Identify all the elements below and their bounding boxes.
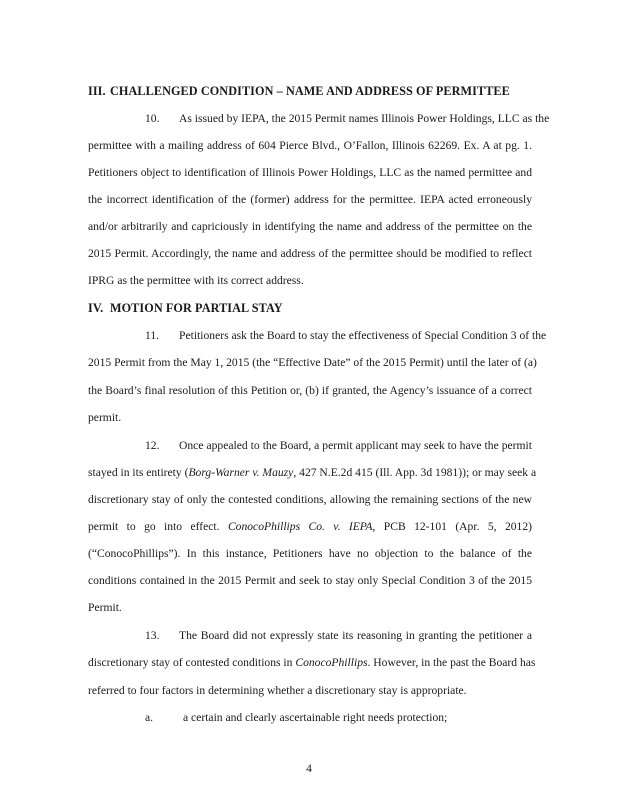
paragraph-number: 11. bbox=[145, 329, 160, 342]
paragraph-number: 10. bbox=[145, 112, 160, 125]
paragraph-number: 12. bbox=[145, 439, 160, 452]
paragraph-10-line-7: IPRG as the permittee with its correct address. bbox=[88, 274, 304, 287]
paragraph-11-line-4: permit. bbox=[88, 411, 122, 424]
paragraph-12-line-6: conditions contained in the 2015 Permit and seek to stay only Special Condition 3 of the 2015 bbox=[88, 574, 532, 587]
case-citation: ConocoPhillips Co. v. IEPA bbox=[227, 520, 373, 533]
section-title: MOTION FOR PARTIAL STAY bbox=[110, 301, 283, 315]
paragraph-10-line-5: and/or arbitrarily and capriciously in identifying the name and address of the permittee on the bbox=[88, 220, 532, 233]
paragraph-10-line-3: Petitioners object to identification of Illinois Power Holdings, LLC as the named permittee and bbox=[88, 166, 532, 179]
section-number: III. bbox=[88, 84, 106, 98]
paragraph-11-line-3: the Board’s final resolution of this Petition or, (b) if granted, the Agency’s issuance of a correct bbox=[88, 384, 532, 397]
factor-label: a. bbox=[145, 711, 154, 724]
paragraph-10-line-4: the incorrect identification of the (former) address for the permittee. IEPA acted erroneously bbox=[88, 193, 532, 206]
paragraph-12-line-7: Permit. bbox=[88, 601, 122, 614]
paragraph-12-line-3: discretionary stay of only the contested conditions, allowing the remaining sections of the new bbox=[88, 493, 532, 506]
paragraph-10-line-2: permittee with a mailing address of 604 Pierce Blvd., O’Fallon, Illinois 62269. Ex. A at pg. 1. bbox=[88, 139, 532, 152]
section-title: CHALLENGED CONDITION – NAME AND ADDRESS OF PERMITTEE bbox=[110, 84, 510, 98]
case-citation: Borg-Warner v. Mauzy bbox=[188, 466, 294, 479]
paragraph-12-line-2: stayed in its entirety (Borg-Warner v. Mauzy, 427 N.E.2d 415 (Ill. App. 3d 1981)); or may seek a bbox=[88, 466, 537, 479]
section-number: IV. bbox=[88, 301, 104, 315]
paragraph-12-line-5: (“ConocoPhillips”). In this instance, Petitioners have no objection to the balance of the bbox=[88, 547, 532, 560]
paragraph-12-line-4: permit to go into effect. ConocoPhillips Co. v. IEPA, PCB 12-101 (Apr. 5, 2012) bbox=[88, 520, 532, 533]
page-number: 4 bbox=[306, 762, 312, 775]
paragraph-13-line-3: referred to four factors in determining whether a discretionary stay is appropriate. bbox=[88, 684, 467, 697]
document-page: III. CHALLENGED CONDITION – NAME AND ADDRESS OF PERMITTEE 10. As issued by IEPA, the 2015 Permit names Illinois Power Holdings, LLC as the permittee with a mailing address of 604 Pierce Blvd., O’Fallon, Illinois 62269. Ex. A at pg. 1. Petitioners object to identification of Illinois Power Holdings, LLC as the named permittee and the incorrect identification of the (former) address for the permittee. IEPA acted erroneously and/or arbitrarily and capriciously in identifying the name and address of the permittee on the 2015 Permit. Accordingly, the name and address of the permittee should be modified to reflect IPRG as the permittee with its correct address. IV. MOTION FOR PARTIAL STAY 11. Petitioners ask the Board to stay the effectiveness of Special Condition 3 of the 2015 Permit from the May 1, 2015 (the “Effective Date” of the 2015 Permit) until the later of (a) the Board’s final resolution of this Petition or, (b) if granted, the Agency’s issuance of a correct permit. 12. Once appealed to the Board, a permit applicant may seek to have the permit stayed in its entirety (Borg-Warner v. Mauzy, 427 N.E.2d 415 (Ill. App. 3d 1981)); or may seek a discretionary stay of only the contested conditions, allowing the remaining sections of the new permit to go into effect. ConocoPhillips Co. v. IEPA, PCB 12-101 (Apr. 5, 2012) (“ConocoPhillips”). In this instance, Petitioners have no objection to the balance of the conditions contained in the 2015 Permit and seek to stay only Special Condition 3 of the 2015 Permit. 13. The Board did not expressly state its reasoning in granting the petitioner a discretionary stay of contested conditions in ConocoPhillips. However, in the past the Board has referred to four factors in determining whether a discretionary stay is appropriate. a. a certain and clearly ascertainable right needs protection; 4 bbox=[0, 0, 618, 800]
paragraph-11-line-2: 2015 Permit from the May 1, 2015 (the “Effective Date” of the 2015 Permit) until the later of (a) bbox=[88, 356, 537, 369]
paragraph-13-line-2: discretionary stay of contested conditions in ConocoPhillips. However, in the past the Board has bbox=[88, 656, 536, 669]
paragraph-number: 13. bbox=[145, 629, 160, 642]
paragraph-10-line-6: 2015 Permit. Accordingly, the name and address of the permittee should be modified to reflect bbox=[88, 247, 532, 260]
case-citation: ConocoPhillips bbox=[295, 656, 368, 669]
factor-text: a certain and clearly ascertainable right needs protection; bbox=[183, 711, 448, 724]
